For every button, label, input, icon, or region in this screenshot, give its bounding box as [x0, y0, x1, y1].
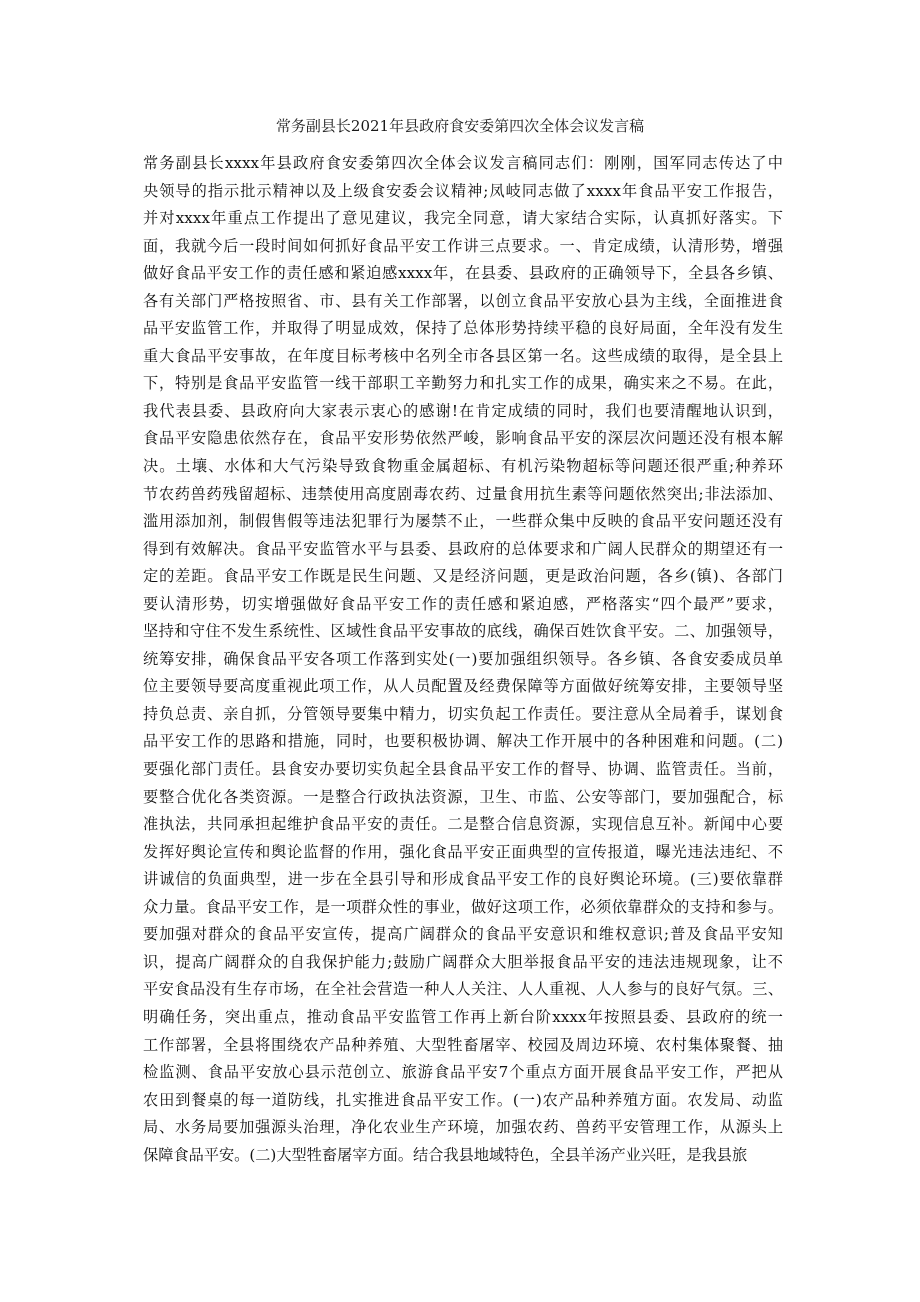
body-line: 要加强对群众的食品平安宣传，提高广阔群众的食品平安意识和维权意识;普及食品平安知	[143, 925, 783, 944]
body-line: 持负总责、亲自抓，分管领导要集中精力，切实负起工作责任。要注意从全局着手，谋划食	[143, 704, 783, 723]
body-line: 识，提高广阔群众的自我保护能力;鼓励广阔群众大胆举报食品平安的违法违规现象，让不	[143, 952, 783, 971]
body-line: 明确任务，突出重点，推动食品平安监管工作再上新台阶xxxx年按照县委、县政府的统一	[143, 1007, 783, 1026]
body-line: 众力量。食品平安工作，是一项群众性的事业，做好这项工作，必须依靠群众的支持和参与。	[143, 897, 783, 916]
body-line: 要强化部门责任。县食安办要切实负起全县食品平安工作的督导、协调、监管责任。当前，	[143, 760, 783, 779]
body-line: 节农药兽药残留超标、违禁使用高度剧毒农药、过量食用抗生素等问题依然突出;非法添加、	[143, 484, 783, 503]
body-line: 发挥好舆论宣传和舆论监督的作用，强化食品平安正面典型的宣传报道，曝光违法违纪、不	[143, 842, 783, 861]
body-line: 我代表县委、县政府向大家表示衷心的感谢!在肯定成绩的同时，我们也要清醒地认识到，	[143, 401, 783, 420]
body-line: 并对xxxx年重点工作提出了意见建议，我完全同意，请大家结合实际，认真抓好落实。下	[143, 209, 783, 228]
body-line: 位主要领导要高度重视此项工作，从人员配置及经费保障等方面做好统筹安排，主要领导坚	[143, 677, 783, 696]
body-line: 得到有效解决。食品平安监管水平与县委、县政府的总体要求和广阔人民群众的期望还有一	[143, 539, 783, 558]
body-line: 要认清形势，切实增强做好食品平安工作的责任感和紧迫感，严格落实“四个最严”要求，	[143, 594, 783, 613]
body-line: 讲诚信的负面典型，进一步在全县引导和形成食品平安工作的良好舆论环境。(三)要依靠群	[143, 870, 783, 889]
body-line: 面，我就今后一段时间如何抓好食品平安工作讲三点要求。一、肯定成绩，认清形势，增强	[143, 236, 783, 255]
body-line: 平安食品没有生存市场，在全社会营造一种人人关注、人人重视、人人参与的良好气氛。三、	[143, 980, 783, 999]
body-line: 农田到餐桌的每一道防线，扎实推进食品平安工作。(一)农产品种养殖方面。农发局、动监	[143, 1090, 783, 1109]
document-title: 常务副县长2021年县政府食安委第四次全体会议发言稿	[275, 117, 645, 135]
document-body	[143, 150, 783, 1169]
body-line: 局、水务局要加强源头治理，净化农业生产环境，加强农药、兽药平安管理工作，从源头上	[143, 1118, 783, 1137]
body-line: 常务副县长xxxx年县政府食安委第四次全体会议发言稿同志们：刚刚，国军同志传达了中	[143, 154, 783, 172]
body-line: 食品平安隐患依然存在，食品平安形势依然严峻，影响食品平安的深层次问题还没有根本解	[143, 429, 783, 448]
body-line: 下，特别是食品平安监管一线干部职工辛勤努力和扎实工作的成果，确实来之不易。在此，	[143, 374, 783, 393]
body-line: 重大食品平安事故，在年度目标考核中名列全市各县区第一名。这些成绩的取得，是全县上	[143, 346, 783, 365]
body-line: 要整合优化各类资源。一是整合行政执法资源，卫生、市监、公安等部门，要加强配合，标	[143, 787, 783, 806]
body-line: 检监测、食品平安放心县示范创立、旅游食品平安7个重点方面开展食品平安工作，严把从	[143, 1063, 783, 1082]
body-line: 品平安工作的思路和措施，同时，也要积极协调、解决工作开展中的各种困难和问题。(二)	[143, 732, 783, 751]
body-line: 品平安监管工作，并取得了明显成效，保持了总体形势持续平稳的良好局面，全年没有发生	[143, 319, 783, 338]
body-line: 保障食品平安。(二)大型牲畜屠宰方面。结合我县地域特色，全县羊汤产业兴旺，是我县旅	[143, 1145, 748, 1164]
body-line: 滥用添加剂，制假售假等违法犯罪行为屡禁不止，一些群众集中反映的食品平安问题还没有	[143, 512, 783, 531]
body-line: 各有关部门严格按照省、市、县有关工作部署，以创立食品平安放心县为主线，全面推进食	[143, 291, 783, 310]
body-line: 决。土壤、水体和大气污染导致食物重金属超标、有机污染物超标等问题还很严重;种养环	[143, 457, 783, 476]
body-line: 坚持和守住不发生系统性、区域性食品平安事故的底线，确保百姓饮食平安。二、加强领导，	[143, 622, 783, 641]
body-line: 工作部署，全县将围绕农产品种养殖、大型牲畜屠宰、校园及周边环境、农村集体聚餐、抽	[143, 1035, 783, 1054]
body-line: 央领导的指示批示精神以及上级食安委会议精神;凤岐同志做了xxxx年食品平安工作报告，	[143, 181, 783, 200]
body-line: 统筹安排，确保食品平安各项工作落到实处(一)要加强组织领导。各乡镇、各食安委成员单	[143, 649, 783, 668]
body-line: 准执法，共同承担起维护食品平安的责任。二是整合信息资源，实现信息互补。新闻中心要	[143, 815, 783, 834]
body-line: 定的差距。食品平安工作既是民生问题、又是经济问题，更是政治问题，各乡(镇)、各部门	[143, 567, 783, 586]
body-line: 做好食品平安工作的责任感和紧迫感xxxx年，在县委、县政府的正确领导下，全县各乡镇、	[143, 264, 783, 283]
